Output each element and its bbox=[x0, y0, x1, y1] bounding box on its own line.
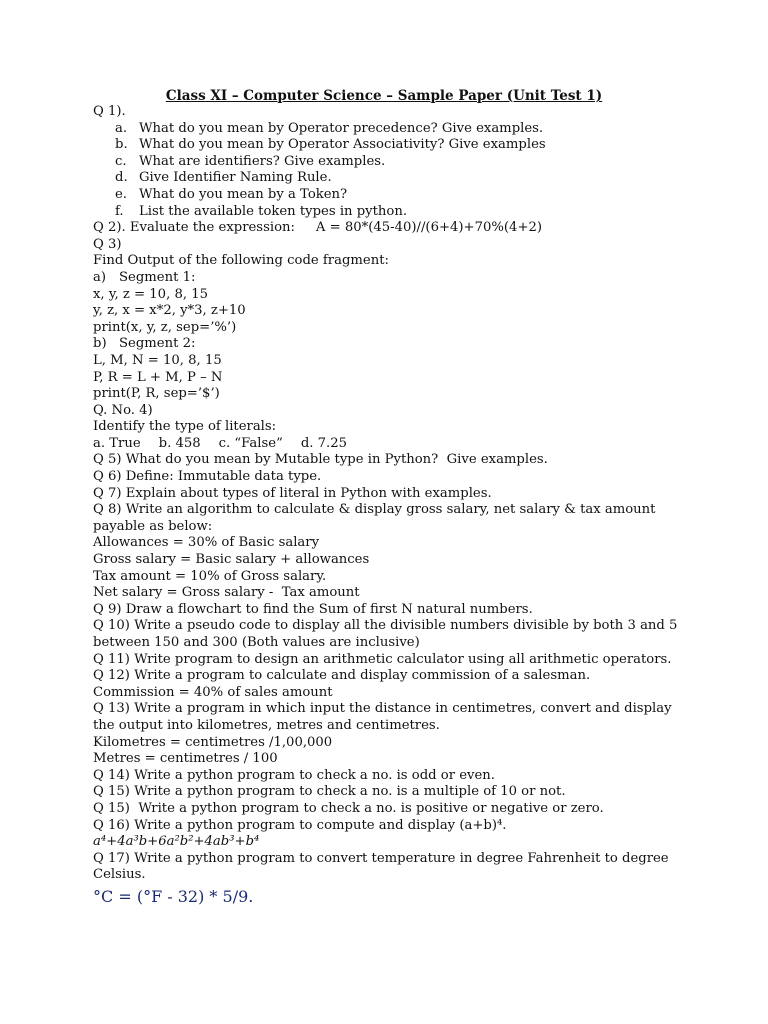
q9-text: Q 9) Draw a flowchart to find the Sum of first N natural numbers. bbox=[93, 601, 533, 617]
q16-expansion: a⁴+4a³b+6a²b²+4ab³+b⁴ bbox=[93, 834, 260, 850]
q1-item-b: b. What do you mean by Operator Associativity? Give examples bbox=[115, 137, 546, 153]
q12-text: Q 12) Write a program to calculate and display commission of a salesman. bbox=[93, 668, 591, 684]
question-list bbox=[93, 104, 683, 908]
q8-formula: Net salary = Gross salary - Tax amount bbox=[93, 585, 360, 601]
q1-item-d: d. Give Identifier Naming Rule. bbox=[115, 170, 332, 186]
q6-text: Q 6) Define: Immutable data type. bbox=[93, 469, 322, 485]
q3-segment2-heading: b) Segment 2: bbox=[93, 336, 196, 352]
q3-segment1-heading: a) Segment 1: bbox=[93, 269, 196, 285]
q4-option: a. True bbox=[93, 435, 141, 451]
q1-item-a: a. What do you mean by Operator precedence? Give examples. bbox=[115, 120, 544, 136]
q17-formula: °C = (°F - 32) * 5/9. bbox=[93, 886, 254, 906]
q1-item-c: c. What are identifiers? Give examples. bbox=[115, 153, 386, 169]
q3-seg1-line: y, z, x = x*2, y*3, z+10 bbox=[93, 303, 246, 319]
q13-text: Q 13) Write a program in which input the distance in centimetres, convert and display the output into kilometres, metres and centimetres. bbox=[93, 701, 672, 733]
q10-text: Q 10) Write a pseudo code to display all the divisible numbers divisible by both 3 and 5 between 150 and 300 (Both values are inclusive) bbox=[93, 618, 678, 650]
q2-text: Q 2). Evaluate the expression: A = 80*(45-40)//(6+4)+70%(4+2) bbox=[93, 220, 543, 236]
q11-text: Q 11) Write program to design an arithmetic calculator using all arithmetic operators. bbox=[93, 651, 672, 667]
q4-option: b. 458 bbox=[158, 435, 201, 451]
q4-options bbox=[93, 436, 683, 453]
q4-option: d. 7.25 bbox=[300, 435, 348, 451]
q5-text: Q 5) What do you mean by Mutable type in Python? Give examples. bbox=[93, 452, 548, 468]
q13-formula: Metres = centimetres / 100 bbox=[93, 751, 278, 767]
q8-formula: Allowances = 30% of Basic salary bbox=[93, 535, 320, 551]
q3-seg1-line: print(x, y, z, sep=’%’) bbox=[93, 319, 237, 335]
q7-text: Q 7) Explain about types of literal in Python with examples. bbox=[93, 485, 492, 501]
q3-heading: Q 3) bbox=[93, 236, 122, 252]
q13-formula: Kilometres = centimetres /1,00,000 bbox=[93, 734, 333, 750]
q14-text: Q 14) Write a python program to check a no. is odd or even. bbox=[93, 767, 495, 783]
q3-seg1-line: x, y, z = 10, 8, 15 bbox=[93, 286, 209, 302]
q4-heading: Q. No. 4) bbox=[93, 402, 153, 418]
q3-seg2-line: L, M, N = 10, 8, 15 bbox=[93, 352, 222, 368]
page-title: Class XI – Computer Science – Sample Paper (Unit Test 1) bbox=[165, 88, 603, 104]
q3-intro: Find Output of the following code fragment: bbox=[93, 253, 389, 269]
q4-intro: Identify the type of literals: bbox=[93, 419, 277, 435]
q8-formula: Gross salary = Basic salary + allowances bbox=[93, 552, 370, 568]
q17-text: Q 17) Write a python program to convert temperature in degree Fahrenheit to degree Celsius. bbox=[93, 850, 669, 883]
q3-seg2-line: P, R = L + M, P – N bbox=[93, 369, 223, 385]
q15-text: Q 15) Write a python program to check a no. is a multiple of 10 or not. bbox=[93, 784, 566, 800]
q1-item-e: e. What do you mean by a Token? bbox=[115, 186, 348, 202]
q8-formula: Tax amount = 10% of Gross salary. bbox=[93, 568, 327, 584]
q16-text: Q 16) Write a python program to compute and display (a+b)⁴. bbox=[93, 817, 507, 833]
q4-option: c. “False” bbox=[218, 435, 283, 451]
q15-text: Q 15) Write a python program to check a no. is positive or negative or zero. bbox=[93, 800, 604, 816]
q12-formula: Commission = 40% of sales amount bbox=[93, 684, 333, 700]
q1-item-f: f. List the available token types in python. bbox=[115, 203, 408, 219]
q3-seg2-line: print(P, R, sep=’$’) bbox=[93, 386, 220, 402]
q1-heading: Q 1). bbox=[93, 104, 126, 119]
q8-text: Q 8) Write an algorithm to calculate & display gross salary, net salary & tax amount payable as below: bbox=[93, 502, 656, 534]
